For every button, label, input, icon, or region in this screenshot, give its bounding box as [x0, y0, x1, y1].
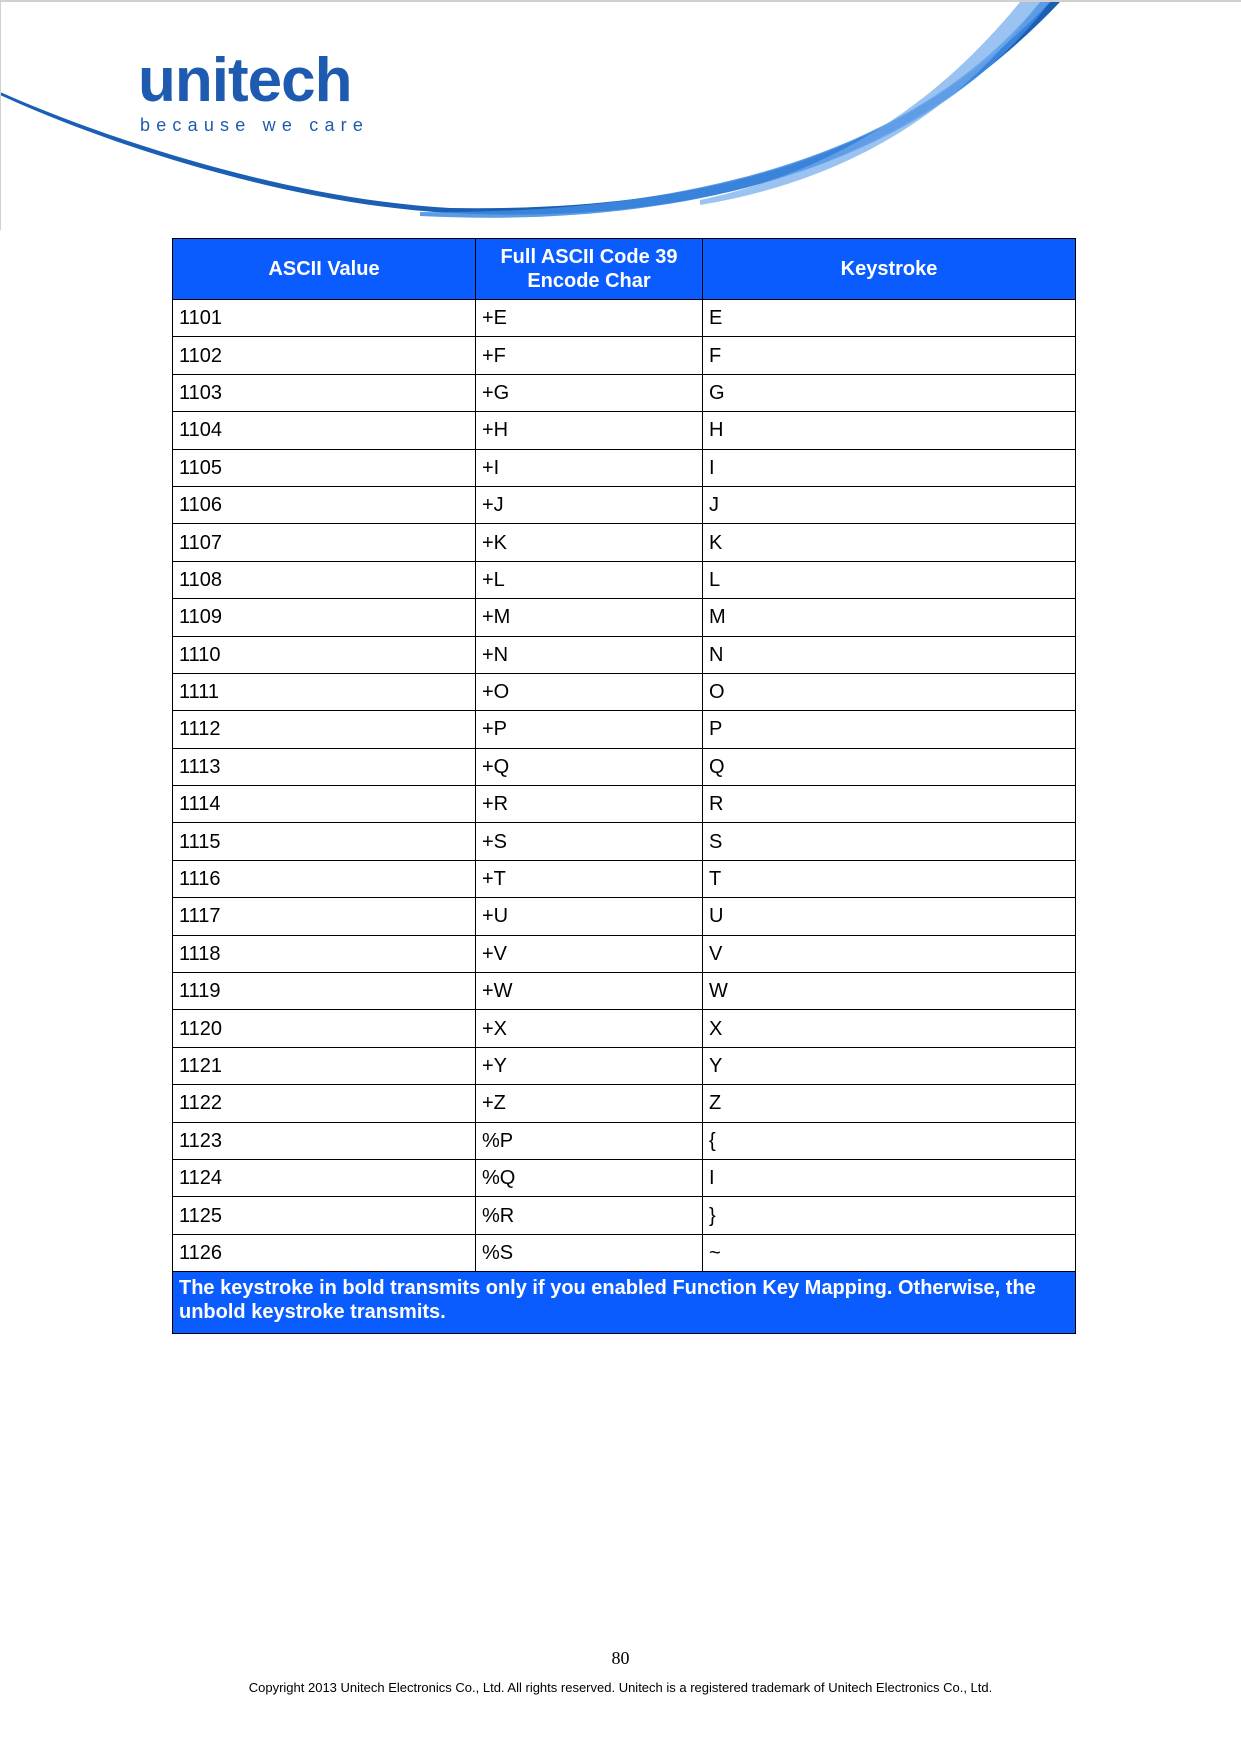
- cell-ascii-value: 1126: [173, 1234, 476, 1271]
- cell-encode-char: +R: [476, 786, 703, 823]
- cell-encode-char: +H: [476, 412, 703, 449]
- table-row: [173, 711, 1076, 748]
- cell-ascii-value: 1108: [173, 561, 476, 598]
- table-row: [173, 337, 1076, 374]
- cell-keystroke: W: [703, 973, 1076, 1010]
- cell-encode-char: +Z: [476, 1085, 703, 1122]
- table-note: The keystroke in bold transmits only if you enabled Function Key Mapping. Otherwise, the unbold keystroke transmits.: [173, 1272, 1076, 1334]
- cell-ascii-value: 1118: [173, 935, 476, 972]
- cell-encode-char: +J: [476, 486, 703, 523]
- cell-ascii-value: 1113: [173, 748, 476, 785]
- table-row: [173, 1197, 1076, 1234]
- cell-keystroke: G: [703, 374, 1076, 411]
- table-row: [173, 898, 1076, 935]
- cell-keystroke: E: [703, 300, 1076, 337]
- table-row: [173, 823, 1076, 860]
- cell-keystroke: S: [703, 823, 1076, 860]
- table-row: [173, 1047, 1076, 1084]
- header-encode-char: [476, 239, 703, 300]
- cell-encode-char: +F: [476, 337, 703, 374]
- cell-ascii-value: 1122: [173, 1085, 476, 1122]
- copyright-notice: Copyright 2013 Unitech Electronics Co., Ltd. All rights reserved. Unitech is a registered trademark of Unitech Electronics Co., Ltd.: [248, 1680, 993, 1695]
- cell-ascii-value: 1112: [173, 711, 476, 748]
- table-row: [173, 561, 1076, 598]
- cell-encode-char: %S: [476, 1234, 703, 1271]
- brand-logo: unitech: [138, 46, 352, 115]
- cell-encode-char: +K: [476, 524, 703, 561]
- table-row: [173, 1085, 1076, 1122]
- cell-encode-char: +E: [476, 300, 703, 337]
- cell-encode-char: %R: [476, 1197, 703, 1234]
- table-body: [173, 300, 1076, 1272]
- cell-keystroke: I: [703, 449, 1076, 486]
- cell-ascii-value: 1106: [173, 486, 476, 523]
- table-row: [173, 449, 1076, 486]
- cell-keystroke: U: [703, 898, 1076, 935]
- cell-ascii-value: 1114: [173, 786, 476, 823]
- cell-keystroke: R: [703, 786, 1076, 823]
- ascii-code-table: [172, 238, 1076, 1334]
- cell-ascii-value: 1103: [173, 374, 476, 411]
- cell-keystroke: I: [703, 1159, 1076, 1196]
- cell-encode-char: +Q: [476, 748, 703, 785]
- cell-keystroke: X: [703, 1010, 1076, 1047]
- cell-encode-char: %Q: [476, 1159, 703, 1196]
- table-note-row: [173, 1272, 1076, 1334]
- cell-encode-char: +U: [476, 898, 703, 935]
- cell-ascii-value: 1116: [173, 860, 476, 897]
- table-row: [173, 636, 1076, 673]
- cell-ascii-value: 1120: [173, 1010, 476, 1047]
- table-row: [173, 524, 1076, 561]
- table-row: [173, 786, 1076, 823]
- cell-ascii-value: 1121: [173, 1047, 476, 1084]
- cell-encode-char: +V: [476, 935, 703, 972]
- cell-keystroke: }: [703, 1197, 1076, 1234]
- table-row: [173, 486, 1076, 523]
- cell-encode-char: +X: [476, 1010, 703, 1047]
- cell-keystroke: F: [703, 337, 1076, 374]
- table-row: [173, 1234, 1076, 1271]
- cell-encode-char: +Y: [476, 1047, 703, 1084]
- cell-keystroke: T: [703, 860, 1076, 897]
- cell-ascii-value: 1110: [173, 636, 476, 673]
- table-row: [173, 860, 1076, 897]
- cell-encode-char: +L: [476, 561, 703, 598]
- cell-ascii-value: 1102: [173, 337, 476, 374]
- cell-encode-char: +W: [476, 973, 703, 1010]
- table-row: [173, 412, 1076, 449]
- page-number: 80: [611, 1648, 630, 1668]
- cell-keystroke: K: [703, 524, 1076, 561]
- table-row: [173, 748, 1076, 785]
- cell-keystroke: V: [703, 935, 1076, 972]
- cell-encode-char: %P: [476, 1122, 703, 1159]
- table-row: [173, 1159, 1076, 1196]
- cell-encode-char: +T: [476, 860, 703, 897]
- cell-keystroke: Y: [703, 1047, 1076, 1084]
- cell-ascii-value: 1111: [173, 673, 476, 710]
- cell-keystroke: N: [703, 636, 1076, 673]
- cell-keystroke: ~: [703, 1234, 1076, 1271]
- cell-ascii-value: 1123: [173, 1122, 476, 1159]
- cell-keystroke: O: [703, 673, 1076, 710]
- cell-ascii-value: 1115: [173, 823, 476, 860]
- header-encode-char-line1: Full ASCII Code 39: [500, 246, 678, 268]
- cell-encode-char: +P: [476, 711, 703, 748]
- cell-keystroke: M: [703, 599, 1076, 636]
- cell-encode-char: +S: [476, 823, 703, 860]
- table-row: [173, 1010, 1076, 1047]
- cell-ascii-value: 1125: [173, 1197, 476, 1234]
- table-header-row: [173, 239, 1076, 300]
- table-row: [173, 973, 1076, 1010]
- cell-keystroke: Q: [703, 748, 1076, 785]
- cell-ascii-value: 1119: [173, 973, 476, 1010]
- cell-ascii-value: 1101: [173, 300, 476, 337]
- table-row: [173, 935, 1076, 972]
- table-row: [173, 673, 1076, 710]
- cell-keystroke: L: [703, 561, 1076, 598]
- header-ascii-value: ASCII Value: [173, 239, 476, 300]
- cell-ascii-value: 1124: [173, 1159, 476, 1196]
- cell-ascii-value: 1117: [173, 898, 476, 935]
- cell-keystroke: H: [703, 412, 1076, 449]
- cell-keystroke: {: [703, 1122, 1076, 1159]
- cell-encode-char: +G: [476, 374, 703, 411]
- cell-ascii-value: 1109: [173, 599, 476, 636]
- header-keystroke: Keystroke: [703, 239, 1076, 300]
- cell-ascii-value: 1107: [173, 524, 476, 561]
- cell-encode-char: +O: [476, 673, 703, 710]
- table-row: [173, 374, 1076, 411]
- cell-keystroke: J: [703, 486, 1076, 523]
- brand-tagline: because we care: [140, 115, 370, 135]
- cell-ascii-value: 1104: [173, 412, 476, 449]
- cell-keystroke: P: [703, 711, 1076, 748]
- cell-encode-char: +M: [476, 599, 703, 636]
- header-encode-char-line2: Encode Char: [527, 270, 651, 292]
- cell-keystroke: Z: [703, 1085, 1076, 1122]
- cell-encode-char: +I: [476, 449, 703, 486]
- cell-encode-char: +N: [476, 636, 703, 673]
- table-row: [173, 599, 1076, 636]
- table-row: [173, 300, 1076, 337]
- cell-ascii-value: 1105: [173, 449, 476, 486]
- table-row: [173, 1122, 1076, 1159]
